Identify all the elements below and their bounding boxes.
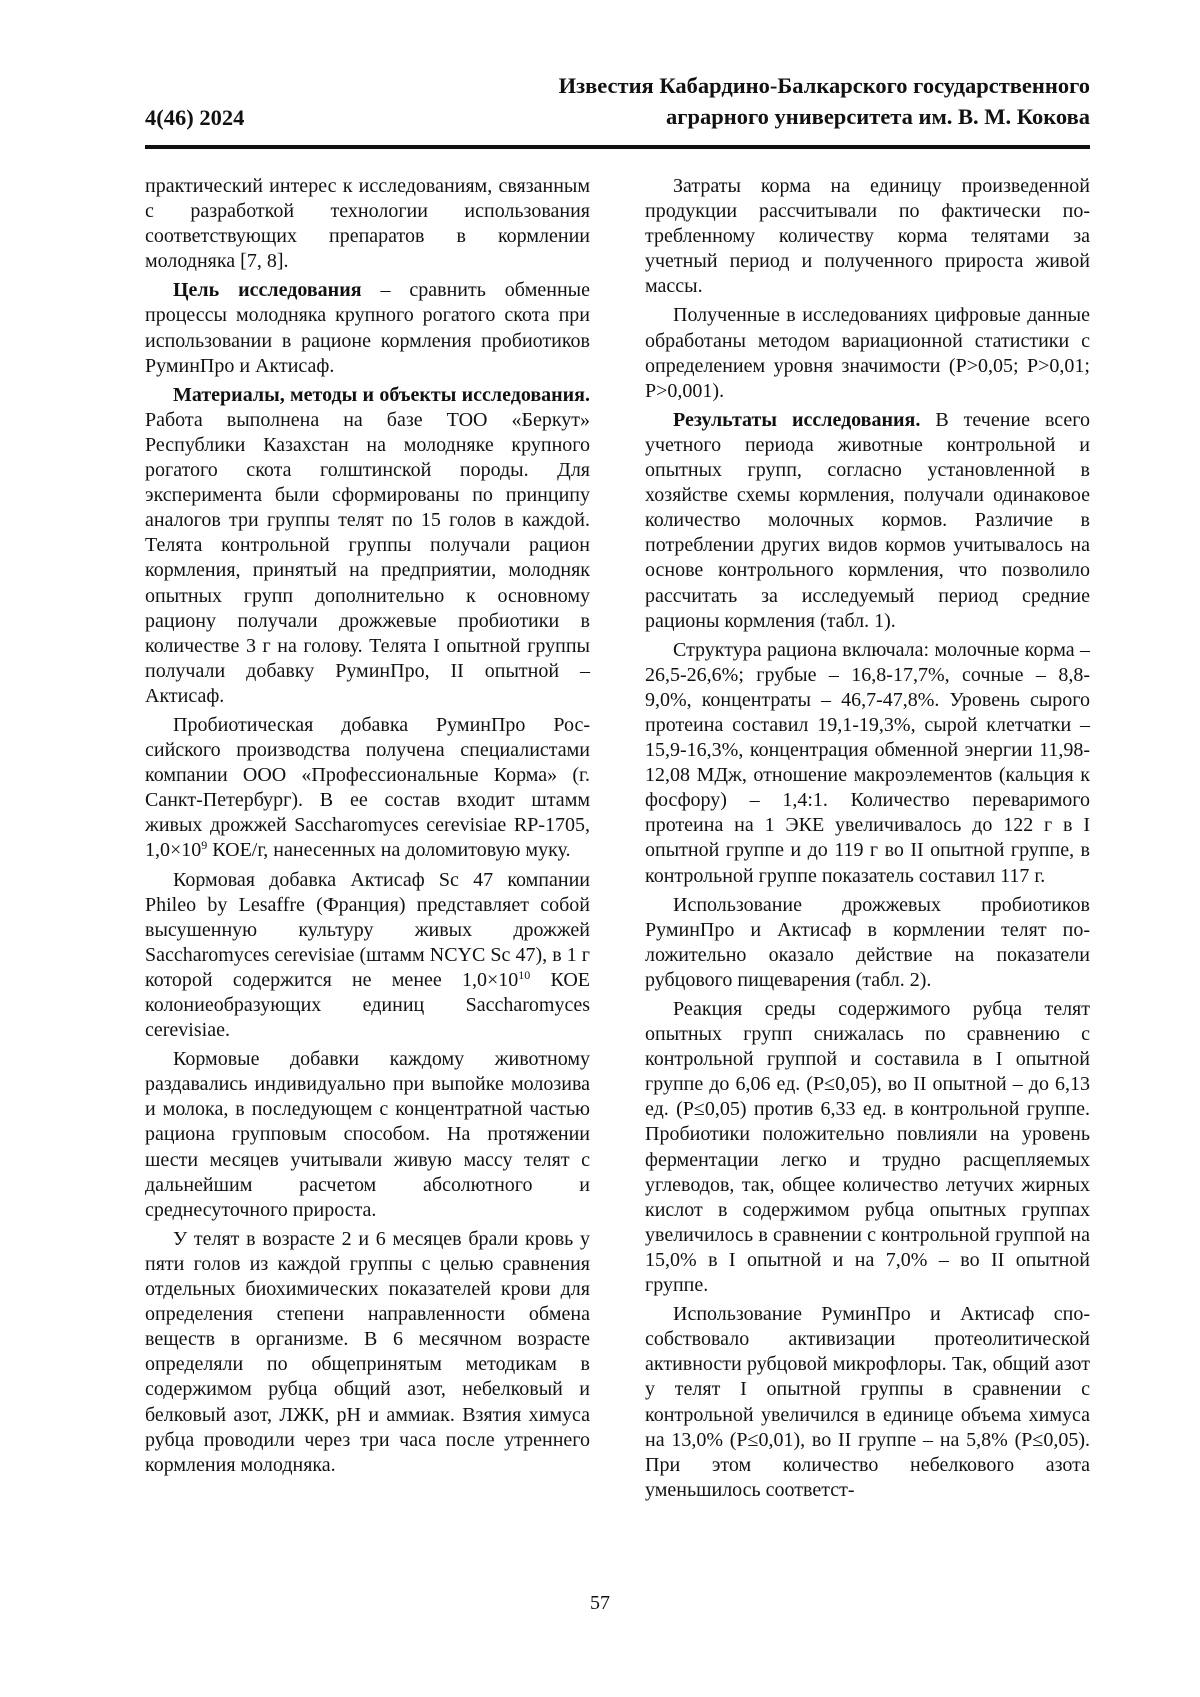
paragraph: Кормовые добавки каждому животному раздавались индивидуально при выпойке молозива и молока, в последующем с концентратной частью рациона групповым способом. На протяжении шести месяцев учитывали живую массу телят с дальнейшим расчетом абсолютного и среднесуточного прироста. xyxy=(145,1048,590,1221)
section-heading: Цель исследования xyxy=(173,279,362,302)
paragraph: Использование РуминПро и Актисаф способствовало активизации протеолитической активности рубцовой микрофлоры. Так, общий азот у телят I опытной группы в сравнении с контрольной увеличился в единице объема химуса на 13,0% (Р≤0,01), во II группе – на 5,8% (Р≤0,05). При этом количество небелкового азота уменьшилось соответст- xyxy=(645,1303,1090,1501)
journal-title xyxy=(559,70,1090,132)
page-number: 57 xyxy=(590,1592,610,1614)
right-column xyxy=(645,174,1090,1507)
exponent: 10 xyxy=(518,967,531,982)
paragraph: Использование дрожжевых пробиотиков РуминПро и Актисаф в кормлении телят положительно оказало действие на показатели рубцового пищеварения (табл. 2). xyxy=(645,893,1090,991)
paragraph: практический интерес к исследованиям, связанным с разработкой технологии использования соответствующих препаратов в кормлении молодняка [7, 8]. xyxy=(145,175,590,273)
paragraph: Пробиотическая добавка РуминПро Российского производства получена специалистами компании ООО «Профессиональные Корма» (г. Санкт-Петербург). В ее состав входит штамм живых дрожжей Saccharomyces cerevisiae RP-1705, $1,0\times 10^9$ КОЕ/г, нанесенных на доломитовую муку. xyxy=(145,713,590,862)
section-heading: Результаты исследования. xyxy=(673,408,921,431)
page-header xyxy=(145,70,1090,146)
journal-title-line1: Известия Кабардино-Балкарского государственного xyxy=(558,73,1090,98)
paragraph: Реакция среды содержимого рубца телят опытных групп снижалась по сравнению с контрольной группой и составила в I опытной группе до 6,06 ед. (Р≤0,05), во II опытной – до 6,13 ед. (Р≤0,05) против 6,33 ед. в контрольной группе. Пробиотики положительно повлияли на уровень ферментации легко и трудно расщепляемых углеводов, так, общее количество летучих жирных кислот в содержимом рубца опытных группах увеличилось в сравнении с контрольной группой на 15,0% в I опытной и на 7,0% – во II опытной группе. xyxy=(645,998,1090,1297)
header-rule xyxy=(145,145,1090,149)
paragraph: У телят в возрасте 2 и 6 месяцев брали кровь у пяти голов из каждой группы с целью сравнения отдельных биохимических показателей крови для определения степени направленности обмена веществ в организме. В 6 месячном возрасте определяли по общепринятым методикам в содержимом рубца общий азот, небелковый и белковый азот, ЛЖК, рН и аммиак. Взятия химуса рубца проводили через три часа после утреннего кормления молодняка. xyxy=(145,1227,590,1476)
exponent: 9 xyxy=(201,838,208,853)
paragraph: Затраты корма на единицу произведенной продукции рассчитывали по фактически потребленному количеству корма телятами за учетный период и полученного прироста живой массы. xyxy=(645,175,1090,298)
left-column xyxy=(145,174,590,1482)
paragraph: Кормовая добавка Актисаф Sc 47 компании Phileo by Lesaffre (Франция) представляет собой высушенную культуру живых дрожжей Saccharomyces cerevisiae (штамм NCYC Sc 47), в 1 г которой содержится не менее $1,0\times 10^{10}$ КОЕ колониеобразующих единиц Saccharomyces cerevisiae. xyxy=(145,868,590,1042)
paragraph: Результаты исследования. В течение всего учетного периода животные контрольной и опытных групп, согласно установленной в хозяйстве схемы кормления, получали одинаковое количество молочных кормов. Различие в потреблении других видов кормов учитывалось на основе контрольного кормления, что позволило рассчитать за исследуемый период средние рационы кормления (табл. 1). xyxy=(645,408,1090,632)
paragraph: Полученные в исследованиях цифровые данные обработаны методом вариационной статистики с определением уровня значимости (Р>0,05; Р>0,01; Р>0,001). xyxy=(645,304,1090,402)
section-heading: Материалы, методы и объекты исследования. xyxy=(173,383,590,406)
journal-title-line2: аграрного университета им. В. М. Кокова xyxy=(666,104,1090,129)
paragraph: Цель исследования – сравнить обменные процессы молодняка крупного рогатого скота при использовании в рационе кормления пробиотиков РуминПро и Актисаф. xyxy=(145,279,590,377)
paragraph: Материалы, методы и объекты исследования. Работа выполнена на базе ТОО «Беркут» Республики Казахстан на молодняке крупного рогатого скота голштинской породы. Для эксперимента были сформированы по принципу аналогов три группы телят по 15 голов в каждой. Телята контрольной группы получали рацион кормления, принятый на предприятии, молодняк опытных групп дополнительно к основному рациону получали дрожжевые пробиотики в количестве 3 г на голову. Телята I опытной группы получали добавку РуминПро, II опытной – Актисаф. xyxy=(145,383,590,707)
issue-number: 4(46) 2024 xyxy=(145,105,245,130)
paragraph: Структура рациона включала: молочные корма – 26,5-26,6%; грубые – 16,8-17,7%, сочные – 8,8-9,0%, концентраты – 46,7-47,8%. Уровень сырого протеина составил 19,1-19,3%, сырой клетчатки – 15,9-16,3%, концентрация обменной энергии 11,98-12,08 МДж, отношение макроэлементов (кальция к фосфору) – 1,4:1. Количество переваримого протеина на 1 ЭКЕ увеличивалось до 122 г в I опытной группе и до 119 г во II опытной группе, в контрольной группе показатель составил 117 г. xyxy=(645,638,1090,887)
